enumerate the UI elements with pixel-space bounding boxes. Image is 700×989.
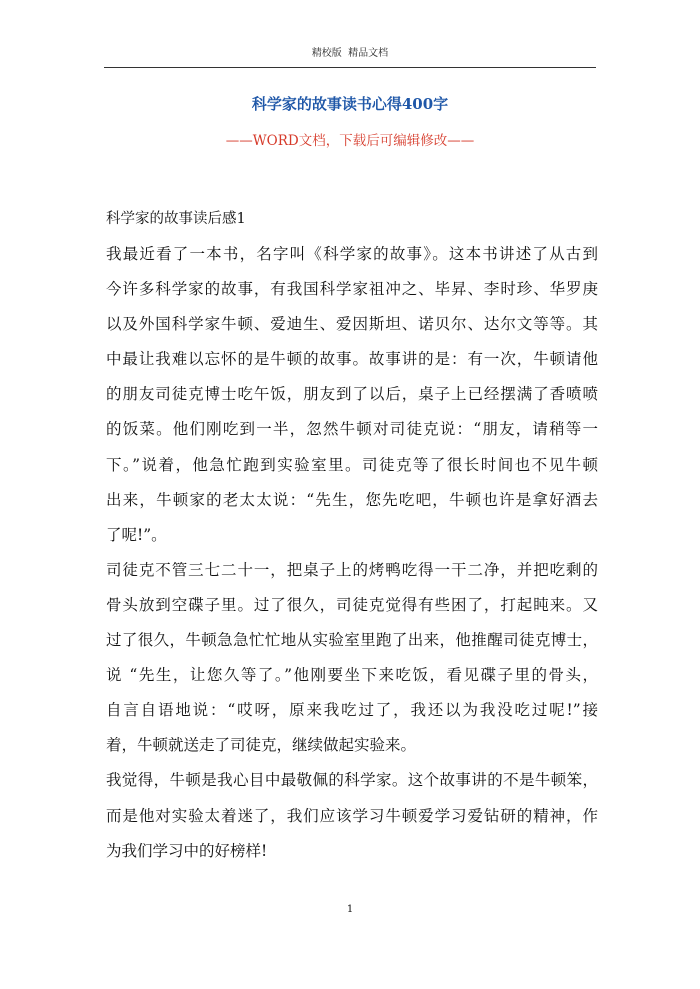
paragraph-2 [106, 553, 598, 764]
paragraph-3 [106, 763, 598, 868]
text-line: 我觉得，牛顿是我心目中最敬佩的科学家。这个故事讲的不是牛顿笨， [106, 771, 598, 790]
text-line: 中最让我难以忘怀的是牛顿的故事。故事讲的是：有一次，牛顿请他 [106, 350, 598, 369]
section-heading: 科学家的故事读后感1 [106, 211, 246, 227]
text-line: 骨头放到空碟子里。过了很久，司徒克觉得有些困了，打起盹来。又 [106, 595, 598, 614]
paragraph-1 [106, 237, 598, 553]
document-subtitle: ——WORD文档，下载后可编辑修改—— [225, 133, 475, 149]
text-line: 而是他对实验太着迷了，我们应该学习牛顿爱学习爱钻研的精神，作 [106, 806, 598, 825]
text-line: 以及外国科学家牛顿、爱迪生、爱因斯坦、诺贝尔、达尔文等等。其 [106, 315, 598, 334]
text-line: 过了很久，牛顿急急忙忙地从实验室里跑了出来，他推醒司徒克博士， [106, 631, 598, 650]
text-line: 出来，牛顿家的老太太说：“先生，您先吃吧，牛顿也许是拿好酒去 [106, 490, 598, 509]
page-header: 精校版 精品文档 [104, 48, 596, 68]
text-line: 下。”说着，他急忙跑到实验室里。司徒克等了很长时间也不见牛顿 [106, 455, 598, 474]
document-title: 科学家的故事读书心得400字 [251, 95, 449, 113]
text-line: 着，牛顿就送走了司徒克，继续做起实验来。 [106, 736, 417, 755]
text-line: 的朋友司徒克博士吃午饭，朋友到了以后，桌子上已经摆满了香喷喷 [106, 385, 598, 404]
text-line: 今许多科学家的故事，有我国科学家祖冲之、毕昇、李时珍、华罗庚 [106, 280, 598, 299]
text-line: 说 “先生，让您久等了。”他刚要坐下来吃饭，看见碟子里的骨头， [106, 666, 598, 685]
page-number: 1 [346, 904, 354, 915]
text-line: 的饭菜。他们刚吃到一半，忽然牛顿对司徒克说：“朋友，请稍等一 [106, 420, 598, 439]
text-line: 了呢!”。 [106, 525, 167, 544]
text-line: 为我们学习中的好榜样! [106, 841, 268, 860]
document-body [106, 201, 598, 869]
text-line: 自言自语地说：“哎呀，原来我吃过了，我还以为我没吃过呢!”接 [106, 701, 598, 720]
text-line: 司徒克不管三七二十一，把桌子上的烤鸭吃得一干二净，并把吃剩的 [106, 560, 598, 579]
text-line: 我最近看了一本书，名字叫《科学家的故事》。这本书讲述了从古到 [106, 245, 598, 263]
